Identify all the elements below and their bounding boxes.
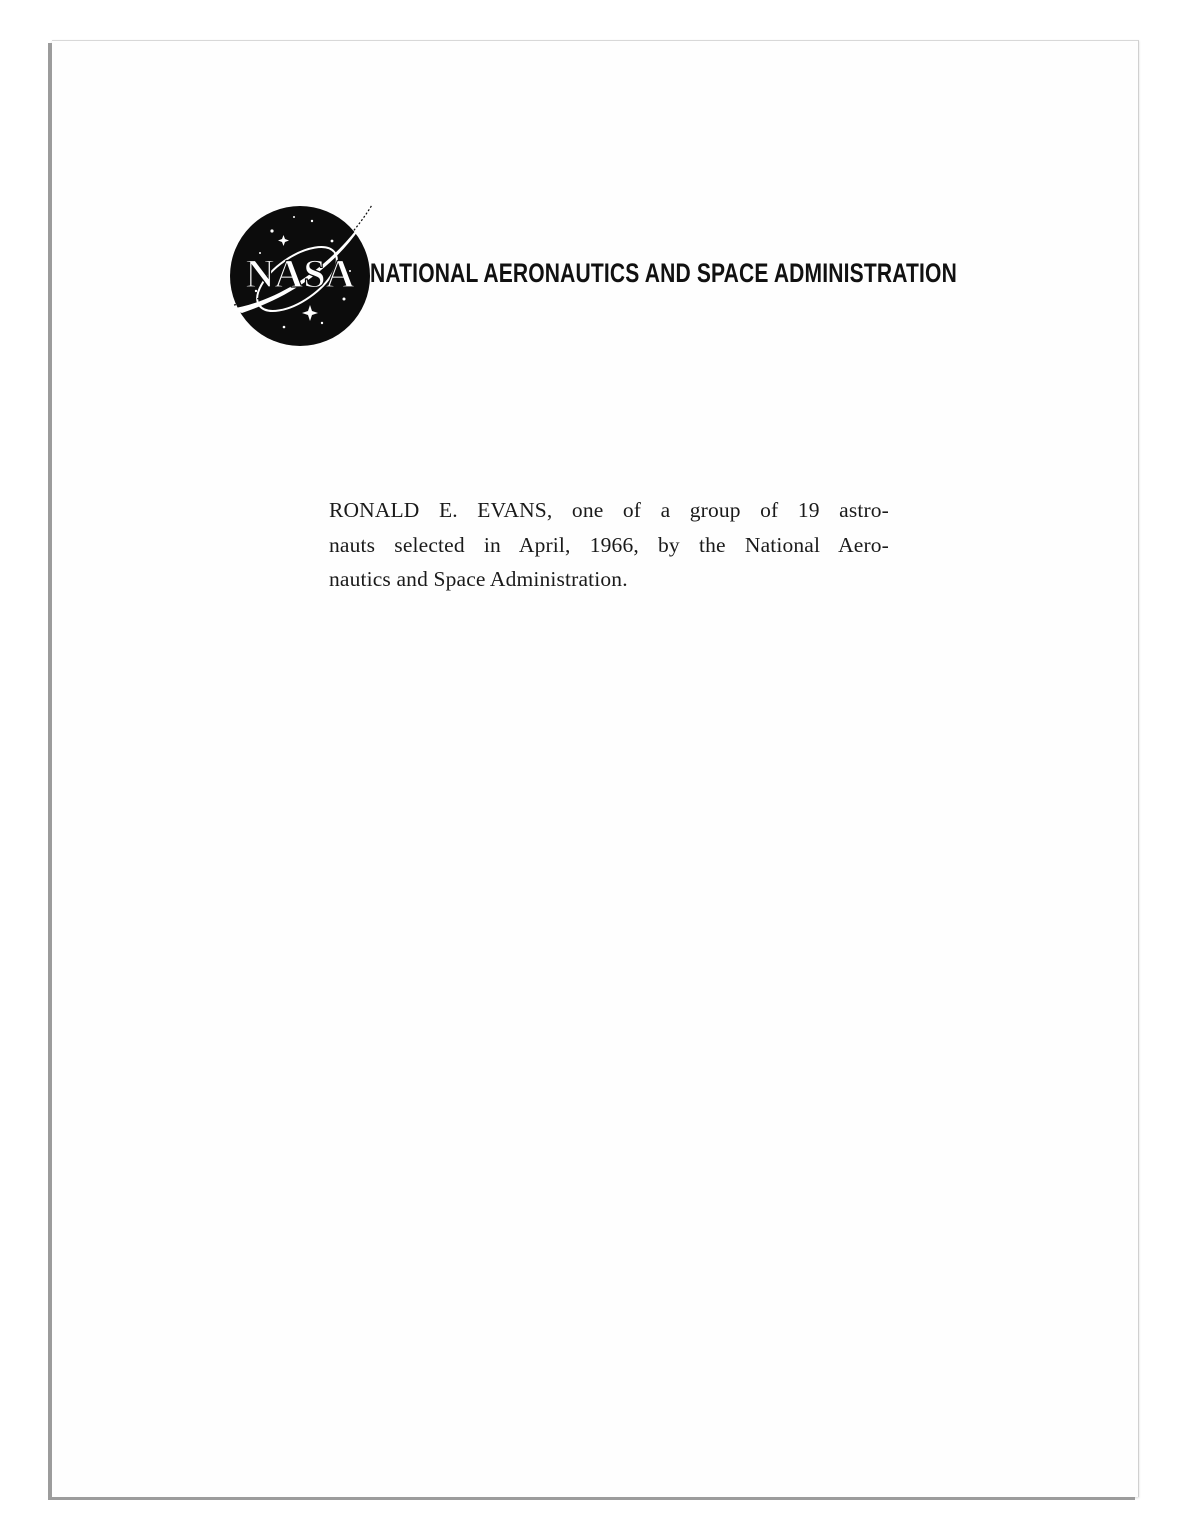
bio-line: RONALD E. EVANS, one of a group of 19 astro- xyxy=(329,498,889,522)
bio-line: nauts selected in April, 1966, by the National Aero- xyxy=(329,532,889,557)
bio-line: nautics and Space Administration. xyxy=(329,567,628,591)
logo-wordmark: NASA xyxy=(245,251,355,296)
bio-paragraph xyxy=(329,493,889,597)
letterhead xyxy=(212,191,1032,351)
document-page xyxy=(52,40,1139,1497)
agency-name: NATIONAL AERONAUTICS AND SPACE ADMINISTRATION xyxy=(370,258,957,288)
nasa-meatball-icon xyxy=(212,191,387,351)
